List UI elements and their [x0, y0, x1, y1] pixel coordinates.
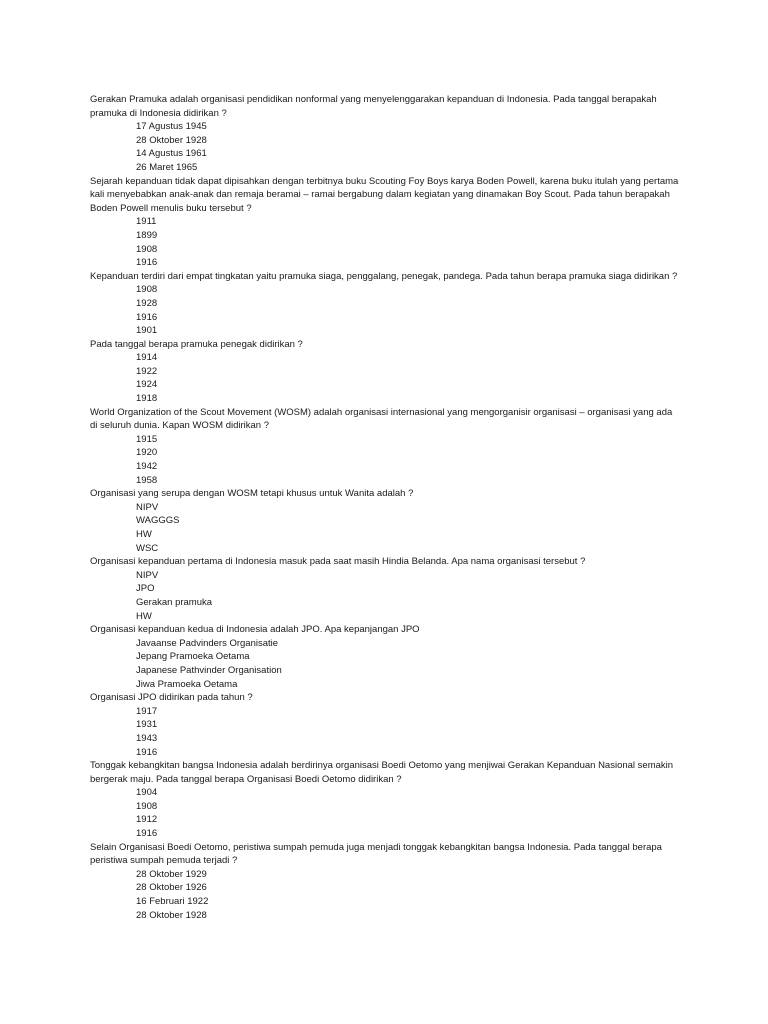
option-list [90, 501, 682, 555]
question-text: World Organization of the Scout Movement (WOSM) adalah organisasi internasional yang mengorganisir organisasi – organisasi yang ada di seluruh dunia. Kapan WOSM didirikan ? [90, 406, 673, 432]
question-block [90, 93, 682, 175]
answer-option: WSC [136, 542, 159, 554]
answer-option: 1899 [136, 229, 158, 241]
answer-option: NIPV [136, 569, 159, 581]
answer-option: 1911 [136, 216, 157, 228]
answer-option: 1904 [136, 787, 158, 799]
answer-option: 28 Oktober 1926 [136, 882, 207, 894]
option-list [90, 120, 682, 174]
answer-option: 1914 [136, 352, 158, 364]
answer-option: NIPV [136, 501, 159, 513]
question-text: Gerakan Pramuka adalah organisasi pendidikan nonformal yang menyelenggarakan kepanduan di Indonesia. Pada tanggal berapakah pramuka di Indonesia didirikan ? [90, 94, 657, 119]
question-text: Kepanduan terdiri dari empat tingkatan yaitu pramuka siaga, penggalang, penegak, pandega. Pada tahun berapa pramuka siaga didirikan ? [90, 270, 678, 282]
answer-option: Javaanse Padvinders Organisatie [136, 637, 279, 649]
answer-option: 1942 [136, 461, 158, 473]
answer-option: 1943 [136, 732, 158, 744]
answer-option: 1928 [136, 297, 158, 309]
answer-option: 1958 [136, 474, 158, 486]
answer-option: 1917 [136, 705, 158, 717]
answer-option: 28 Oktober 1929 [136, 868, 207, 880]
answer-option: 1901 [136, 325, 158, 337]
answer-option: Japanese Pathvinder Organisation [136, 664, 282, 676]
question-block [90, 623, 682, 691]
option-list [90, 637, 682, 691]
question-block [90, 841, 682, 923]
option-list [90, 569, 682, 623]
option-list [90, 786, 682, 840]
answer-option: 1918 [136, 393, 158, 405]
question-text: Organisasi kepanduan kedua di Indonesia adalah JPO. Apa kepanjangan JPO [90, 624, 420, 636]
option-list [90, 705, 682, 759]
answer-option: WAGGGS [136, 515, 180, 527]
question-block [90, 691, 682, 759]
answer-option: 1912 [136, 814, 158, 826]
question-text: Organisasi kepanduan pertama di Indonesia masuk pada saat masih Hindia Belanda. Apa nama organisasi tersebut ? [90, 556, 586, 568]
question-text: Selain Organisasi Boedi Oetomo, peristiwa sumpah pemuda juga menjadi tonggak kebangkitan bangsa Indonesia. Pada tanggal berapa peristiwa sumpah pemuda terjadi ? [90, 841, 662, 867]
document-page [90, 93, 682, 922]
answer-option: Gerakan pramuka [136, 596, 213, 608]
answer-option: 1916 [136, 746, 158, 758]
question-text: Organisasi JPO didirikan pada tahun ? [90, 692, 253, 704]
question-block [90, 555, 682, 623]
question-text: Organisasi yang serupa dengan WOSM tetapi khusus untuk Wanita adalah ? [90, 488, 414, 500]
option-list [90, 215, 682, 269]
answer-option: 26 Maret 1965 [136, 161, 198, 173]
answer-option: 1922 [136, 365, 158, 377]
answer-option: 1908 [136, 800, 158, 812]
answer-option: Jepang Pramoeka Oetama [136, 651, 250, 663]
question-block [90, 406, 682, 488]
answer-option: 16 Februari 1922 [136, 896, 209, 908]
option-list [90, 433, 682, 487]
answer-option: 1920 [136, 447, 158, 459]
answer-option: HW [136, 529, 152, 540]
option-list [90, 868, 682, 922]
question-text: Tonggak kebangkitan bangsa Indonesia adalah berdirinya organisasi Boedi Oetomo yang menjiwai Gerakan Kepanduan Nasional semakin bergerak maju. Pada tanggal berapa Organisasi Boedi Oetomo didirikan ? [90, 760, 674, 785]
question-block [90, 487, 682, 555]
question-block [90, 270, 682, 338]
answer-option: 1916 [136, 828, 158, 840]
answer-option: 14 Agustus 1961 [136, 148, 207, 160]
question-text: Pada tanggal berapa pramuka penegak didirikan ? [90, 338, 303, 350]
answer-option: 28 Oktober 1928 [136, 909, 207, 921]
answer-option: Jiwa Pramoeka Oetama [136, 678, 238, 690]
question-text: Sejarah kepanduan tidak dapat dipisahkan dengan terbitnya buku Scouting Foy Boys karya Boden Powell, karena buku itulah yang pertama kali menyebabkan anak-anak dan remaja beramai – ramai bergabung dalam kegiatan yang dinamakan Boy Scout. Pada tahun berapakah Boden Powell menulis buku tersebut ? [90, 175, 679, 214]
option-list [90, 351, 682, 405]
answer-option: 1908 [136, 284, 158, 296]
answer-option: 28 Oktober 1928 [136, 134, 207, 146]
option-list [90, 283, 682, 337]
answer-option: 1916 [136, 257, 158, 269]
question-block [90, 175, 682, 270]
answer-option: 17 Agustus 1945 [136, 121, 207, 133]
answer-option: JPO [136, 583, 155, 595]
answer-option: 1931 [136, 719, 158, 731]
answer-option: 1908 [136, 243, 158, 255]
answer-option: HW [136, 610, 152, 622]
answer-option: 1915 [136, 433, 158, 445]
answer-option: 1924 [136, 379, 158, 391]
question-block [90, 338, 682, 406]
question-block [90, 759, 682, 841]
answer-option: 1916 [136, 311, 158, 323]
